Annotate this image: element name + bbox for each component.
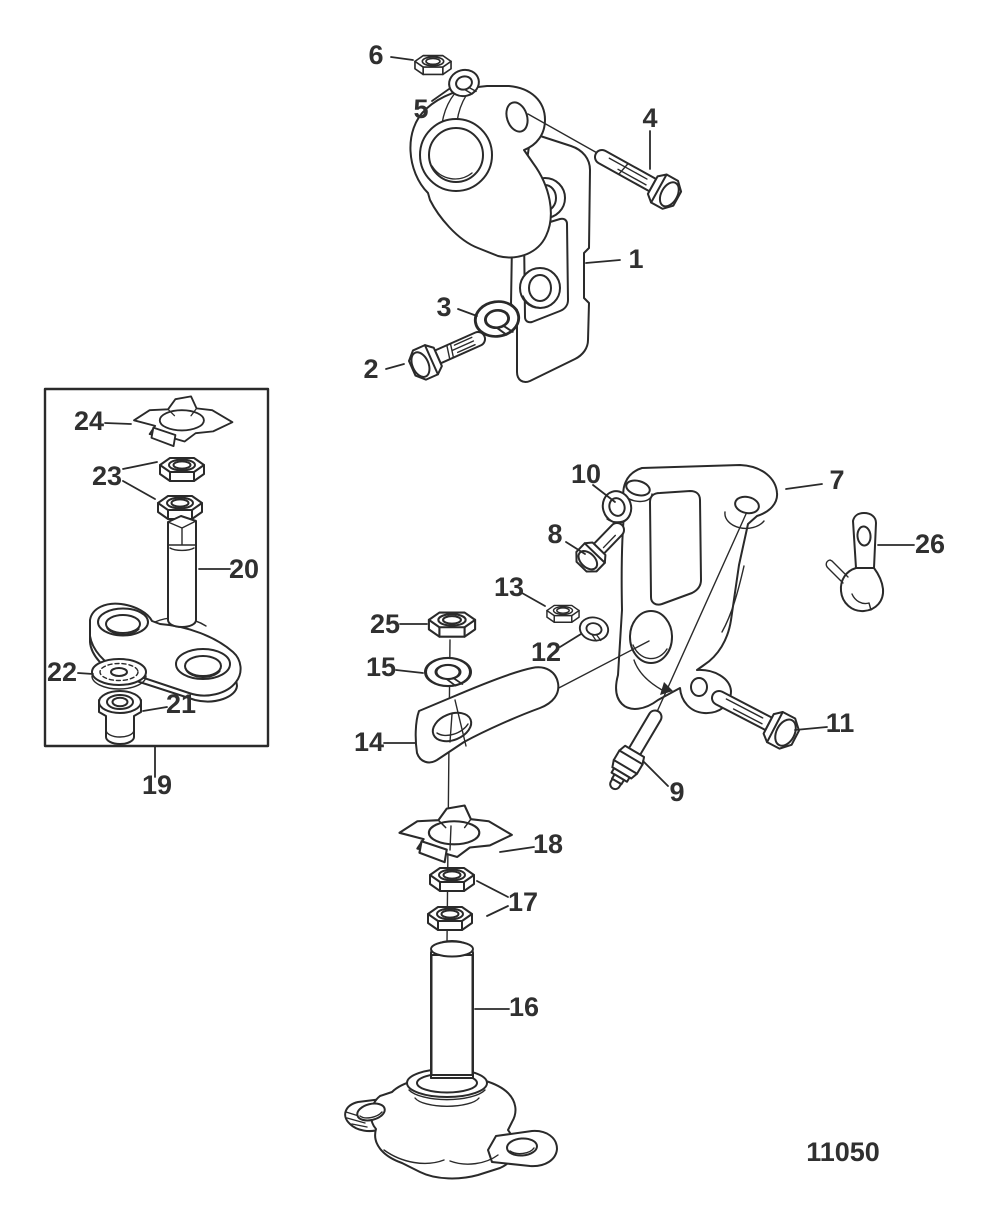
callout-4: 4: [642, 103, 658, 133]
part-22-washer: [92, 659, 146, 689]
callout-1: 1: [628, 244, 644, 274]
part-17-nut-upper: [430, 868, 474, 891]
part-4-bolt: [588, 140, 685, 213]
callout-3: 3: [436, 292, 452, 322]
part-18-star-washer: [400, 806, 512, 863]
part-26-cable-clamp: [826, 513, 883, 611]
part-25-nut: [429, 613, 475, 637]
callout-21: 21: [165, 689, 197, 719]
part-11-bolt: [705, 680, 803, 753]
part-16-threaded-stud: [431, 941, 473, 1078]
part-9-stud: [601, 705, 670, 796]
callout-19: 19: [141, 770, 173, 800]
part-19-plate: [90, 604, 241, 702]
part-1-shift-bracket: [410, 86, 590, 382]
callout-12: 12: [530, 637, 562, 667]
figure-number: 11050: [806, 1137, 880, 1167]
part-6-nut: [415, 56, 451, 75]
callout-22: 22: [46, 657, 78, 687]
callout-18: 18: [532, 829, 564, 859]
callout-26: 26: [914, 529, 946, 559]
part-23-nut-upper: [160, 458, 204, 481]
part-20-stud: [168, 516, 196, 627]
callout-11: 11: [825, 708, 855, 738]
callout-16: 16: [508, 992, 540, 1022]
part-7-mount-bracket: [616, 465, 777, 713]
part-17-nut-lower: [428, 907, 472, 930]
callout-15: 15: [365, 652, 397, 682]
axis-through-star: [450, 826, 451, 850]
part-24-star-washer: [134, 396, 232, 446]
callout-23: 23: [91, 461, 123, 491]
part-21-bushing: [99, 691, 141, 744]
callout-13: 13: [493, 572, 525, 602]
part-15-lock-washer: [426, 658, 471, 686]
callout-9: 9: [669, 777, 685, 807]
callout-14: 14: [353, 727, 385, 757]
callout-8: 8: [547, 519, 563, 549]
callout-17: 17: [507, 887, 539, 917]
part-13-nut: [547, 605, 579, 622]
callout-7: 7: [829, 465, 845, 495]
callout-6: 6: [368, 40, 384, 70]
callout-2: 2: [363, 354, 379, 384]
callout-24: 24: [73, 406, 105, 436]
part-16-mount-base: [345, 1069, 557, 1178]
callout-20: 20: [228, 554, 260, 584]
callout-5: 5: [413, 94, 429, 124]
part-12-lock-washer: [578, 615, 611, 643]
callout-25: 25: [369, 609, 401, 639]
callout-10: 10: [570, 459, 602, 489]
